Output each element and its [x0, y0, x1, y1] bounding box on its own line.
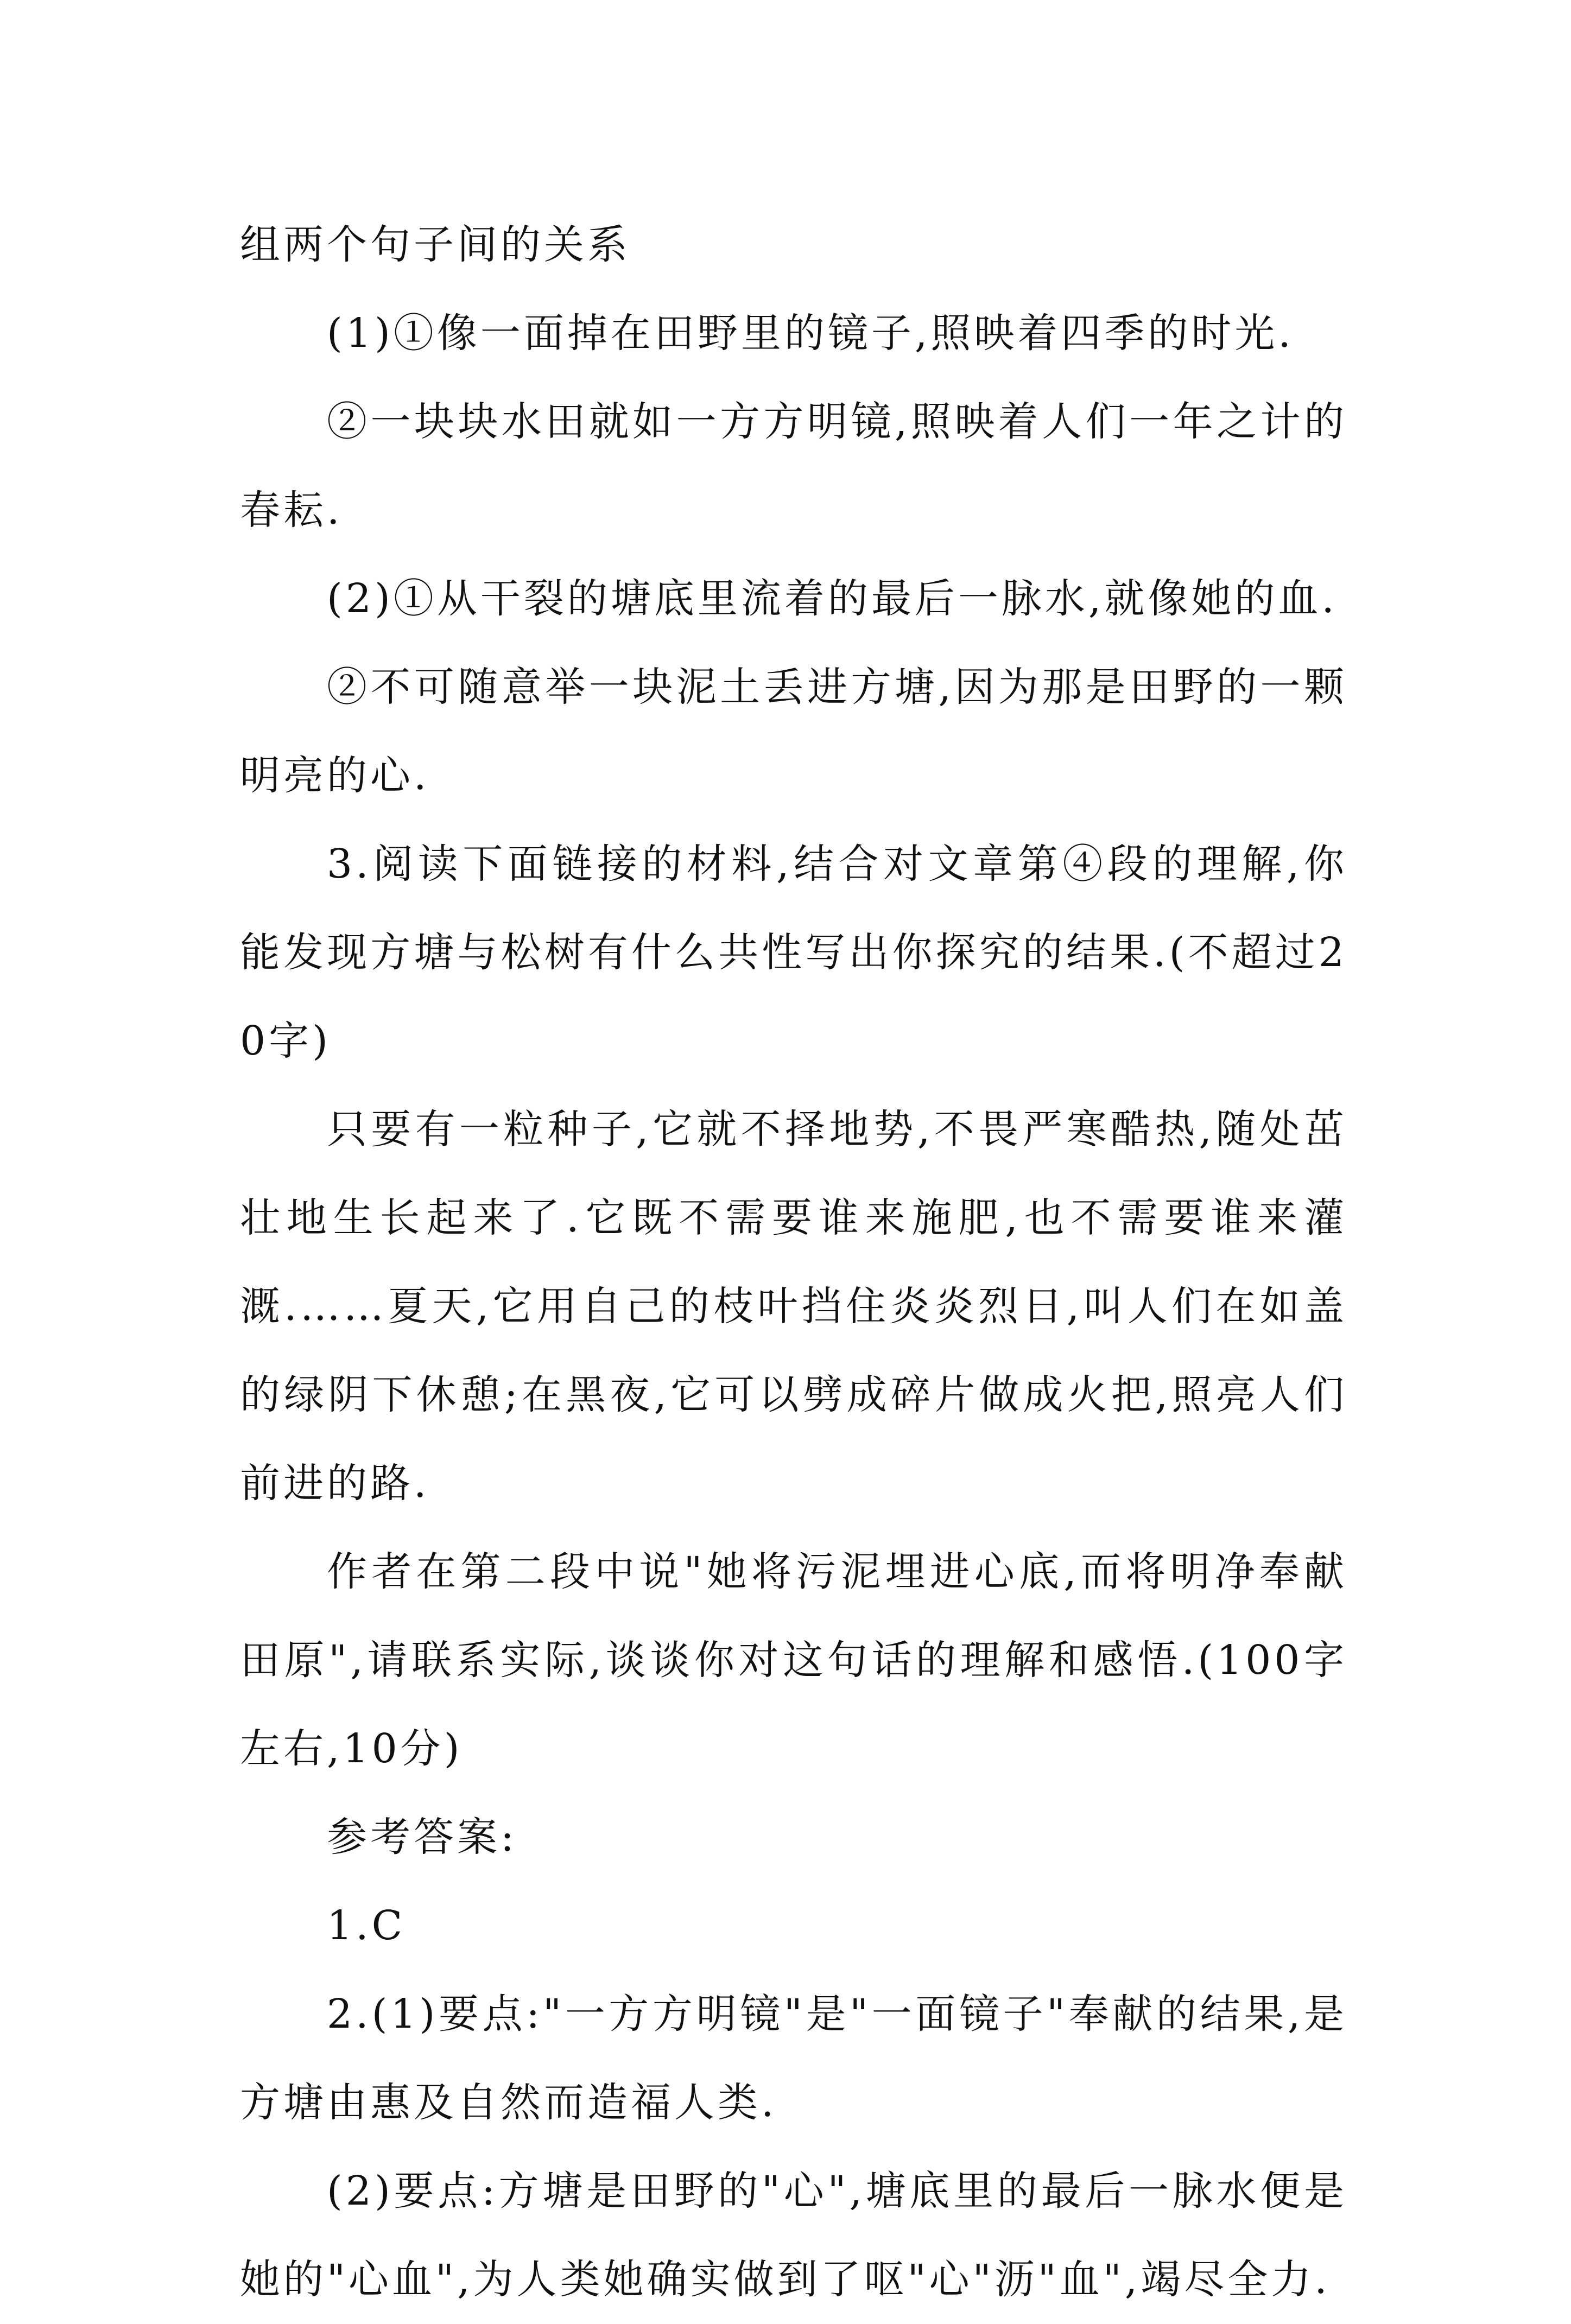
paragraph-answer-2-part-1: 2.(1)要点:"一方方明镜"是"一面镜子"奉献的结果,是方塘由惠及自然而造福人类. — [240, 1991, 1347, 2126]
paragraph-question-3: 3.阅读下面链接的材料,结合对文章第④段的理解,你能发现方塘与松树有什么共性写出你探究的结果.(不超过20字) — [240, 841, 1347, 1064]
paragraph-item-2-sentence-1: (2)①从干裂的塘底里流着的最后一脉水,就像她的血. — [327, 575, 1338, 622]
paragraph-item-2-sentence-2: ②不可随意举一块泥土丢进方塘,因为那是田野的一颗明亮的心. — [240, 664, 1347, 799]
paragraph-answer-1: 1.C — [327, 1902, 406, 1949]
paragraph-item-1-sentence-2: ②一块块水田就如一方方明镜,照映着人们一年之计的春耘. — [240, 398, 1347, 534]
paragraph-reflection-question: 作者在第二段中说"她将污泥埋进心底,而将明净奉献田原",请联系实际,谈谈你对这句话的理解和感悟.(100字左右,10分) — [240, 1548, 1347, 1772]
paragraph-answer-2-part-2: (2)要点:方塘是田野的"心",塘底里的最后一脉水便是她的"心血",为人类她确实做到了呕"心"沥"血",竭尽全力. — [240, 2168, 1347, 2303]
paragraph-answer-heading: 参考答案: — [327, 1814, 517, 1861]
document-body — [240, 201, 1347, 2324]
paragraph-linked-material: 只要有一粒种子,它就不择地势,不畏严寒酷热,随处茁壮地生长起来了.它既不需要谁来施肥,也不需要谁来灌溉.……夏天,它用自己的枝叶挡住炎炎烈日,叫人们在如盖的绿阴下休憩;在黑夜,它可以劈成碎片做成火把,照亮人们前进的路. — [240, 1106, 1347, 1507]
paragraph-sentence-relation-intro: 组两个句子间的关系 — [240, 221, 631, 268]
paragraph-item-1-sentence-1: (1)①像一面掉在田野里的镜子,照映着四季的时光. — [327, 310, 1294, 357]
